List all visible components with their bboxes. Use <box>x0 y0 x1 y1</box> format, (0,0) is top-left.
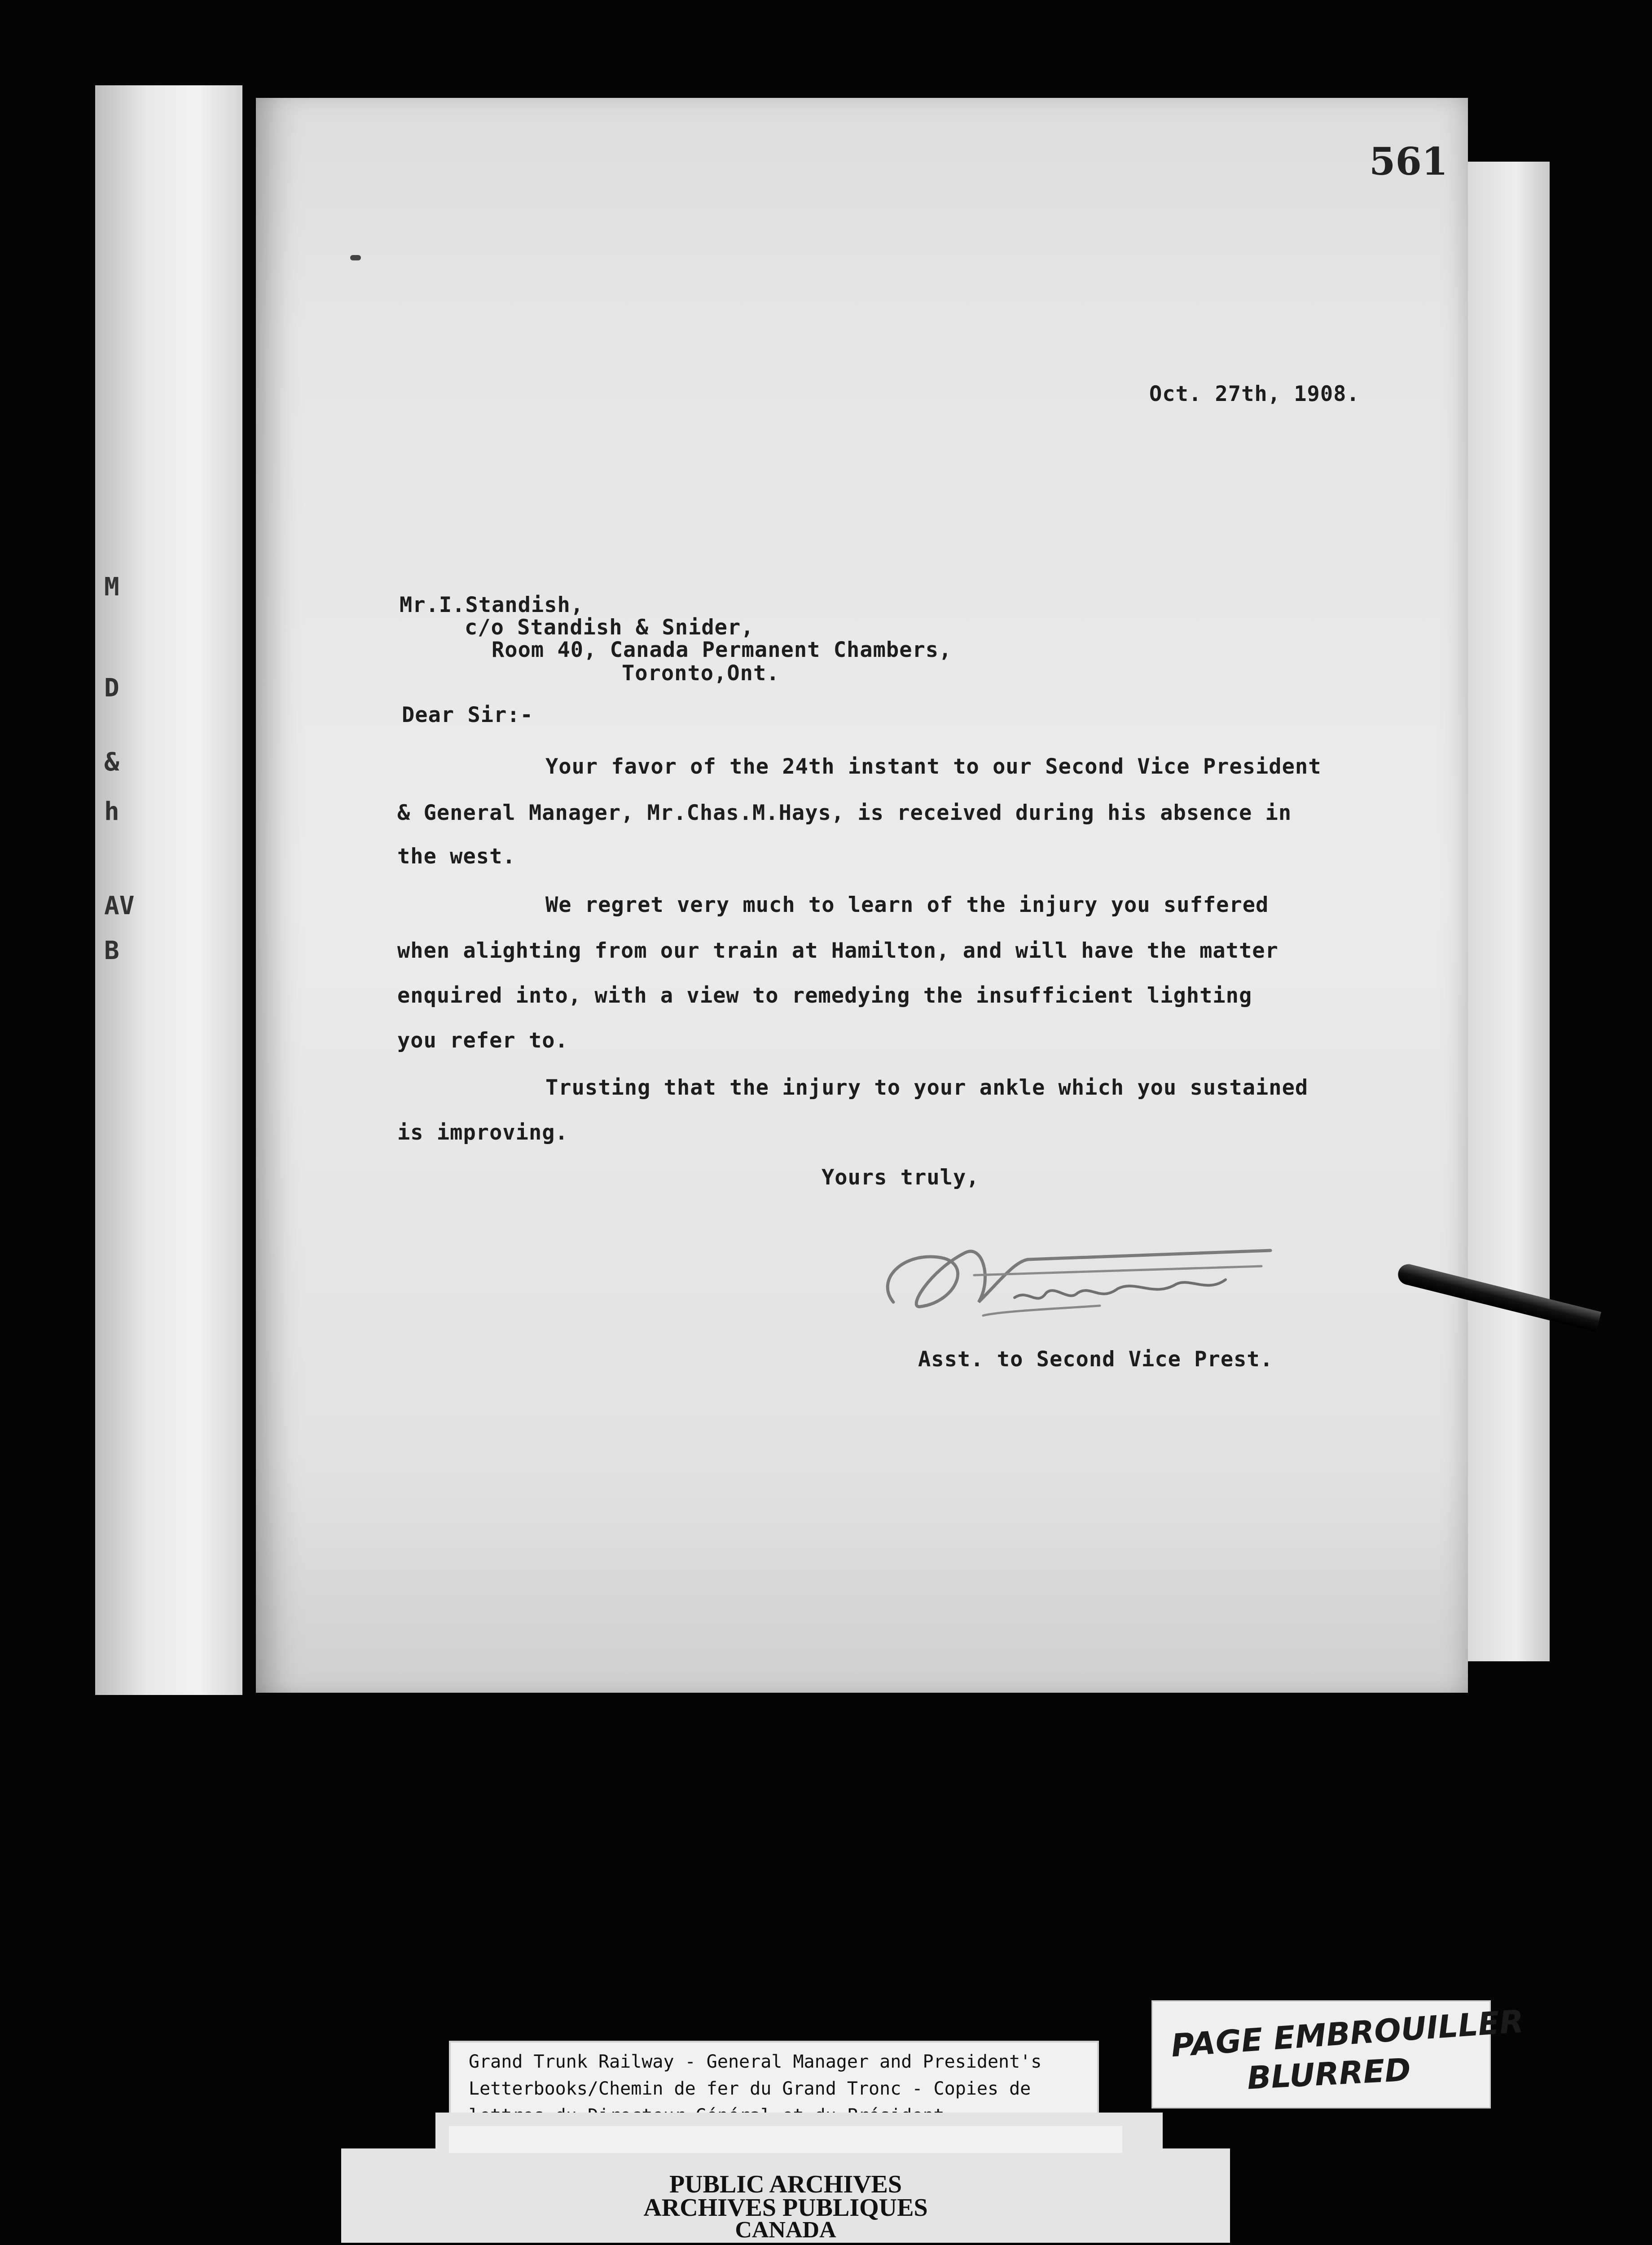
body-line: We regret very much to learn of the injury you suffered <box>545 893 1269 917</box>
stamp-notch <box>341 2113 435 2148</box>
archive-stamp <box>341 2113 1230 2243</box>
address-line: c/o Standish & Snider, <box>465 615 754 640</box>
body-line: Your favor of the 24th instant to our Second Vice President <box>545 754 1322 779</box>
edge-letter: & <box>104 748 119 777</box>
stamp-line: CANADA <box>735 2217 836 2243</box>
caption-line: Letterbooks/Chemin de fer du Grand Tronc - Copies de <box>469 2078 1031 2099</box>
book-gutter <box>242 85 256 1695</box>
address-line: Toronto,Ont. <box>622 661 780 686</box>
stamp-line: ARCHIVES PUBLIQUES <box>643 2194 928 2222</box>
stamp-line: PUBLIC ARCHIVES <box>669 2170 902 2198</box>
right-page-edge <box>1464 162 1550 1661</box>
signature-title: Asst. to Second Vice Prest. <box>918 1347 1274 1372</box>
body-line: when alighting from our train at Hamilton, and will have the matter <box>397 938 1279 963</box>
edge-letter: M <box>104 572 119 602</box>
stamp-tab <box>449 2126 1122 2153</box>
note-line: PAGE EMBROUILLER <box>1170 2003 1525 2065</box>
letter-date: Oct. 27th, 1908. <box>1149 382 1360 406</box>
body-line: enquired into, with a view to remedying the insufficient lighting <box>397 983 1252 1008</box>
body-line: Trusting that the injury to your ankle which you sustained <box>545 1075 1309 1100</box>
edge-letter: B <box>104 936 119 965</box>
note-line: BLURRED <box>1246 2051 1412 2097</box>
address-line: Mr.I.Standish, <box>400 593 584 617</box>
body-line: the west. <box>397 844 516 869</box>
caption-line: Grand Trunk Railway - General Manager and President's <box>469 2051 1042 2072</box>
closing: Yours truly, <box>822 1165 980 1190</box>
edge-letter: AV <box>104 891 135 920</box>
body-line: is improving. <box>397 1120 568 1145</box>
folio-number: 561 <box>1369 139 1448 184</box>
left-page-edge <box>95 85 243 1695</box>
quality-note-label <box>1151 2000 1525 2109</box>
address-line: Room 40, Canada Permanent Chambers, <box>492 638 952 662</box>
body-line: you refer to. <box>397 1028 568 1053</box>
salutation: Dear Sir:- <box>402 703 533 727</box>
stamp-notch <box>1163 2113 1230 2148</box>
handwritten-signature <box>866 1226 1360 1343</box>
edge-letter: D <box>104 674 119 703</box>
body-line: & General Manager, Mr.Chas.M.Hays, is received during his absence in <box>397 801 1292 825</box>
ink-mark <box>350 255 361 260</box>
edge-letter: h <box>104 797 119 826</box>
